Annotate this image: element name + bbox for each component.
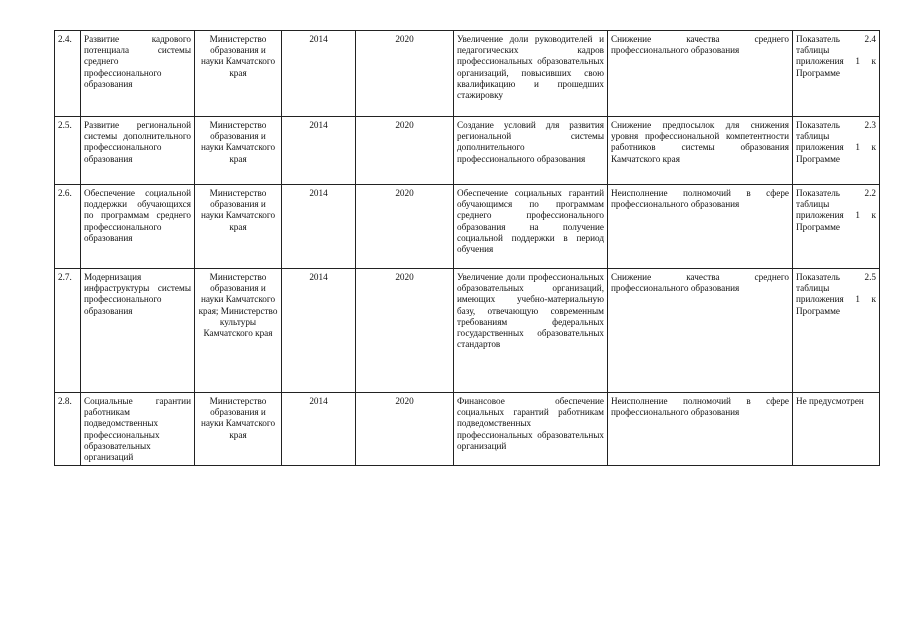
end-year-cell: 2020: [356, 31, 454, 117]
end-year-cell: 2020: [356, 117, 454, 185]
end-year-cell: 2020: [356, 393, 454, 466]
related-indicator-cell: Не предусмотрен: [793, 393, 880, 466]
expected-result-cell: Увеличение доли профессиональных образовательных организаций, имеющих учебно-материальную базу, отвечающую современным требованиям федеральных государственных образовательных стандартов: [454, 269, 608, 393]
related-indicator-cell: Показатель 2.3 таблицы приложения 1 к Программе: [793, 117, 880, 185]
non-implementation-consequences-cell: Неисполнение полномочий в сфере профессионального образования: [608, 393, 793, 466]
row-number-cell: 2.4.: [55, 31, 81, 117]
row-number-cell: 2.8.: [55, 393, 81, 466]
non-implementation-consequences-cell: Снижение предпосылок для снижения уровня профессиональной компетентности работников системы образования Камчатского края: [608, 117, 793, 185]
start-year-cell: 2014: [282, 31, 356, 117]
non-implementation-consequences-cell: Снижение качества среднего профессионального образования: [608, 269, 793, 393]
row-number-cell: 2.6.: [55, 185, 81, 269]
responsible-executor-cell: Министерство образования и науки Камчатского края: [195, 393, 282, 466]
row-number-cell: 2.7.: [55, 269, 81, 393]
responsible-executor-cell: Министерство образования и науки Камчатского края: [195, 31, 282, 117]
measure-name-cell: Развитие региональной системы дополнительного профессионального образования: [81, 117, 195, 185]
start-year-cell: 2014: [282, 117, 356, 185]
measure-name-cell: Социальные гарантии работникам подведомственных профессиональных образовательных организаций: [81, 393, 195, 466]
program-measures-table: [54, 30, 880, 466]
row-number-cell: 2.5.: [55, 117, 81, 185]
measure-name-cell: Развитие кадрового потенциала системы среднего профессионального образования: [81, 31, 195, 117]
responsible-executor-cell: Министерство образования и науки Камчатского края: [195, 185, 282, 269]
related-indicator-cell: Показатель 2.5 таблицы приложения 1 к Программе: [793, 269, 880, 393]
expected-result-cell: Обеспечение социальных гарантий обучающимся по программам среднего профессионального образования на получение социальной поддержки в период обучения: [454, 185, 608, 269]
table-body: [55, 31, 880, 466]
start-year-cell: 2014: [282, 269, 356, 393]
table-row: [55, 117, 880, 185]
table-row: [55, 269, 880, 393]
table-row: [55, 393, 880, 466]
start-year-cell: 2014: [282, 393, 356, 466]
table-row: [55, 31, 880, 117]
measure-name-cell: Обеспечение социальной поддержки обучающихся по программам среднего профессионального образования: [81, 185, 195, 269]
expected-result-cell: Финансовое обеспечение социальных гарантий работникам подведомственных профессиональных образовательных организаций: [454, 393, 608, 466]
end-year-cell: 2020: [356, 185, 454, 269]
start-year-cell: 2014: [282, 185, 356, 269]
expected-result-cell: Увеличение доли руководителей и педагогических кадров профессиональных образовательных организаций, повысивших свою квалификацию и прошедших стажировку: [454, 31, 608, 117]
measure-name-cell: Модернизация инфраструктуры системы профессионального образования: [81, 269, 195, 393]
expected-result-cell: Создание условий для развития региональной системы дополнительного профессионального образования: [454, 117, 608, 185]
table-row: [55, 185, 880, 269]
responsible-executor-cell: Министерство образования и науки Камчатского края: [195, 117, 282, 185]
non-implementation-consequences-cell: Снижение качества среднего профессионального образования: [608, 31, 793, 117]
end-year-cell: 2020: [356, 269, 454, 393]
related-indicator-cell: Показатель 2.2 таблицы приложения 1 к Программе: [793, 185, 880, 269]
responsible-executor-cell: Министерство образования и науки Камчатского края; Министерство культуры Камчатского края: [195, 269, 282, 393]
non-implementation-consequences-cell: Неисполнение полномочий в сфере профессионального образования: [608, 185, 793, 269]
related-indicator-cell: Показатель 2.4 таблицы приложения 1 к Программе: [793, 31, 880, 117]
